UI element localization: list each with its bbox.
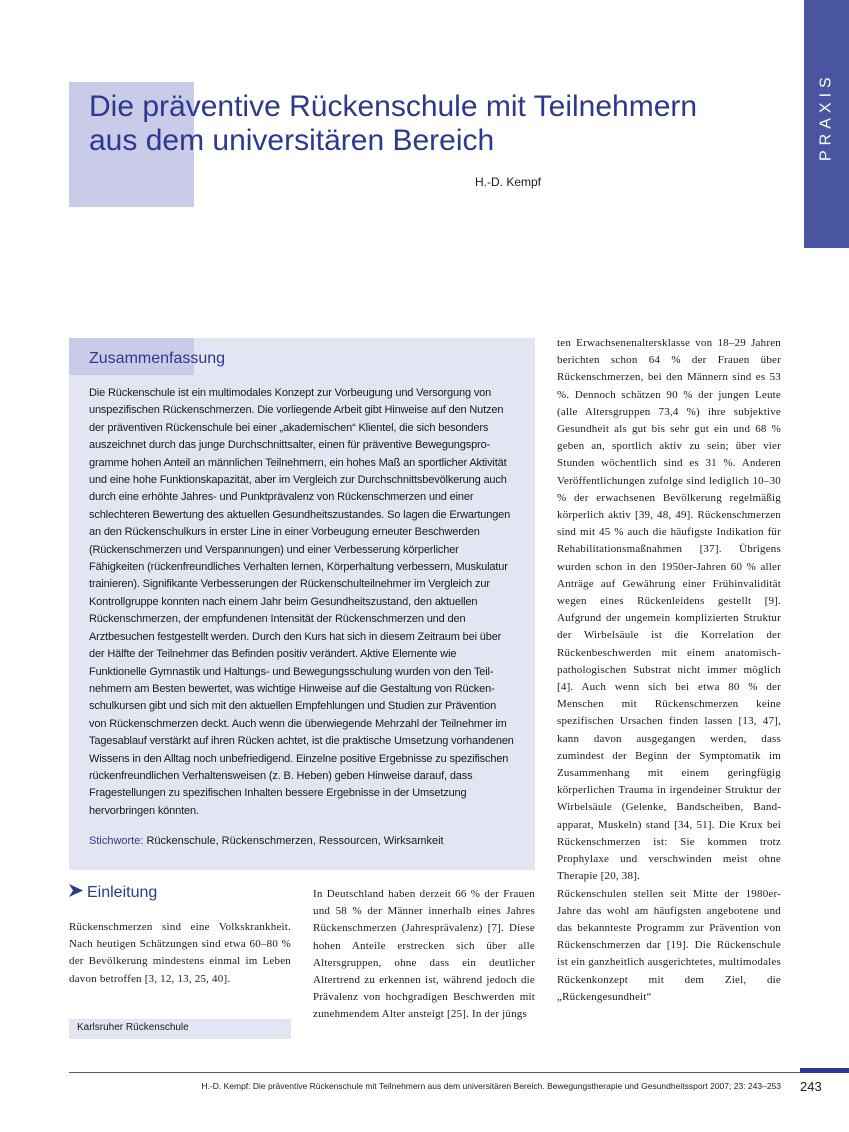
right-column-paragraph-1: ten Erwachsenenaltersklasse von 18–29 Jahren berichten schon 64 % der Frauen über Rückenschmerzen, bei den Männern sind es 53 %. Dennoch schätzen 90 % der jungen Leute (alle Altersgruppen 73,4 %) ihre subjektive Gesundheit als gut bis sehr gut ein und 68 % geben an, sportlich aktiv zu sein; über vier Stunden wöchentlich sind es 31 %. Anderen Veröffentlichungen zufolge sind lediglich 10–30 % der erwachsenen Bevölkerung regelmäßig körperlich aktiv [39, 48, 49]. Rückenschmerzen sind mit 45 % auch die häufigste Indikation für Rehabilitationsmaßnahmen [37]. Übrigens wurden schon in den 1950er-Jahren 60 % aller Anträge auf Gewährung einer Frühinvalidität wegen eines Rückenleidens gestellt [9]. Aufgrund der ungemein komplizierten Struktur der Wirbelsäule ist die Korrelation der Rückenbeschwerden mit einem anatomisch-pathologischen Substrat nicht immer möglich [4]. Auch wenn sich bei etwa 80 % der Menschen mit Rückenschmerzen keine spezifischen Ursachen finden lassen [13, 47], kann davon ausgegangen werden, dass zumindest der Beginn der Symptomatik im Zusammenhang mit einem geringfügig körperlichen Trauma in irgendeiner Struktur der Wirbelsäule (Gelenke, Bandscheiben, Bandapparat, Muskeln) stand [34, 51]. Die Krux bei Rückenschmerzen ist: Sie kommen trotz Prophylaxe und verschwinden meist ohne Therapie [20, 38].: [557, 337, 781, 883]
keywords-list: Rückenschule, Rückenschmerzen, Ressourcen, Wirksamkeit: [143, 835, 444, 847]
keywords-label: Stichworte:: [89, 835, 144, 847]
arrow-right-icon: [69, 884, 83, 902]
intro-paragraph-middle: In Deutschland haben derzeit 66 % der Frauen und 58 % der Männer innerhalb eines Jahres Rückenschmerzen (Jahresprävalenz) [7]. Diese hohen Anteile erstrecken sich über alle Altersgruppen, ohne dass ein deutlicher Altertrend zu erkennen ist, während jedoch die Prävalenz von hochgradigen Beschwerden mit zunehmendem Alter ansteigt [25]. In der jüngs: [313, 888, 535, 1021]
right-column: [557, 335, 781, 1006]
section-tab: [804, 0, 849, 248]
abstract-heading: Zusammenfassung: [89, 350, 226, 367]
intro-paragraph-left: Rückenschmerzen sind eine Volkskrankheit. Nach heutigen Schätzungen sind etwa 60–80 % der Bevölkerung mindestens einmal im Leben davon betroffen [3, 12, 13, 25, 40].: [69, 921, 291, 985]
abstract-body: Die Rückenschule ist ein multimodales Konzept zur Vorbeugung und Versorgung von unspezifischen Rückenschmerzen. Die vorliegende Arbeit gibt Hinweise auf den Nutzen der präventiven Rückenschule bei einer „akademischen“ Klientel, die sich besonders auszeichnet durch das junge Durchschnittsalter, einen für präventive Bewegungsprogramme hohen Anteil an männlichen Teilnehmern, ein hohes Maß an sportlicher Aktivität und eine hohe Funktionskapazität, aber im Vergleich zur Durchschnittsbevölkerung auch durch eine erhöhte Jahres- und Punktprävalenz von Rückenschmerzen und einer schlechteren Bewertung des aktuellen Gesundheitszustandes. So lagen die Erwartungen an den Rückenschulkurs in erster Line in einer Vorbeugung erneuter Beschwerden (Rückenschmerzen und Verspannungen) und einer Verbesserung körperlicher Fähigkeiten (rückenfreundliches Verhalten lernen, Körperhaltung verbessern, Muskulatur trainieren). Signifikante Verbesserungen der Rückenschulteilnehmer im Vergleich zur Kontrollgruppe konnten nach einem Jahr beim Gesundheitszustand, den aktuellen Rückenschmerzen, der empfundenen Intensität der Rückenschmerzen und den Arztbesuchen festgestellt werden. Durch den Kurs hat sich in diesem Zeitraum bei über der Hälfte der Teilnehmer das Befinden positiv verändert. Aktive Elemente wie Funktionelle Gymnastik und Haltungs- und Bewegungsschulung wurden von den Teilnehmern am Besten bewertet, was wichtige Hinweise auf die Gestaltung von Rückenschulkursen gibt und sich mit den aktuellen Empfehlungen und Studien zur Prävention von Rückenschmerzen deckt. Auch wenn die überwiegende Mehrzahl der Teilnehmer im Tagesablauf verstärkt auf ihren Rücken achtet, ist die praktische Umsetzung vorhandenen Wissens in den Alltag noch unbefriedigend. Einzelne positive Ergebnisse zu spezifischen rückenfreundlichen Verhaltensweisen (z. B. Heben) geben Hinweise darauf, dass Fragestellungen zu spezifischen Inhalten bessere Ergebnisse in der Umsetzung hervorbringen könnten.: [89, 387, 514, 817]
section-heading-introduction: [69, 884, 157, 902]
keywords: [89, 835, 519, 847]
section-tab-label: PRAXIS: [817, 72, 835, 162]
subheading-label: Karlsruher Rückenschule: [77, 1022, 189, 1033]
footer-accent: [800, 1068, 849, 1073]
right-column-paragraph-2: Rückenschulen stellen seit Mitte der 1980er-Jahre das wohl am häufigsten angebotene und das bekannteste Programm zur Prävention von Rückenschmerzen dar [19]. Die Rückenschule ist ein ganzheitlich ausgerichtetes, multimodales Rückenkonzept mit dem Ziel, die „Rückengesundheit“: [557, 887, 781, 1003]
article-title-line-2: aus dem universitären Bereich: [89, 124, 495, 157]
section-heading-label: Einleitung: [87, 884, 158, 901]
footer-rule: [69, 1072, 848, 1073]
footer-citation: H.-D. Kempf: Die präventive Rückenschule mit Teilnehmern aus dem universitären Bereich. Bewegungstherapie und Gesundheitssport 2007; 23: 243–253: [201, 1081, 781, 1091]
subheading-box: [69, 1019, 291, 1039]
page-number: 243: [800, 1079, 822, 1094]
abstract-box: [69, 338, 535, 870]
article-title: [89, 90, 789, 158]
article-title-line-1: Die präventive Rückenschule mit Teilnehmern: [89, 90, 698, 123]
author-name: H.-D. Kempf: [474, 175, 541, 189]
